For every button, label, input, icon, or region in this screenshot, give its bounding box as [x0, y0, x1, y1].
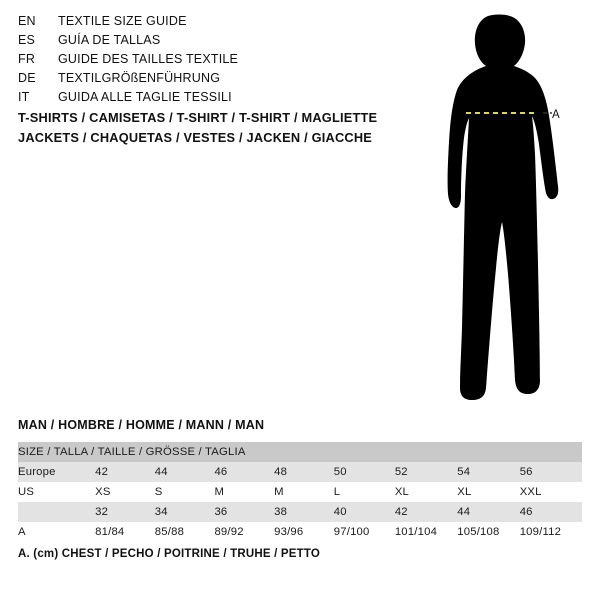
cell: 44	[155, 462, 215, 482]
cell: 105/108	[457, 522, 519, 542]
language-row	[18, 33, 398, 52]
cell: 81/84	[95, 522, 155, 542]
cell: 40	[334, 502, 395, 522]
cell: 42	[95, 462, 155, 482]
cell: 56	[520, 462, 582, 482]
language-code: DE	[18, 71, 36, 85]
language-text: GUIDE DES TAILLES TEXTILE	[58, 52, 239, 66]
row-label: A	[18, 522, 95, 542]
cell: 38	[274, 502, 334, 522]
language-text: GUIDA ALLE TAGLIE TESSILI	[58, 90, 232, 104]
cell: L	[334, 482, 395, 502]
cell: XL	[395, 482, 457, 502]
cell: 93/96	[274, 522, 334, 542]
table-row	[18, 482, 582, 502]
category-tshirts: T-SHIRTS / CAMISETAS / T-SHIRT / T-SHIRT / MAGLIETTE	[18, 110, 378, 125]
language-row	[18, 14, 398, 33]
language-row	[18, 71, 398, 90]
row-label: Europe	[18, 462, 95, 482]
row-label	[18, 502, 95, 522]
cell: 46	[520, 502, 582, 522]
category-jackets: JACKETS / CHAQUETAS / VESTES / JACKEN / GIACCHE	[18, 130, 373, 145]
cell: 44	[457, 502, 519, 522]
cell: 54	[457, 462, 519, 482]
cell: XL	[457, 482, 519, 502]
cell: 46	[214, 462, 274, 482]
cell: 97/100	[334, 522, 395, 542]
language-code: ES	[18, 33, 36, 47]
language-code: IT	[18, 90, 30, 104]
cell: 52	[395, 462, 457, 482]
cell: 50	[334, 462, 395, 482]
male-silhouette-figure	[400, 8, 600, 408]
cell: XXL	[520, 482, 582, 502]
cell: S	[155, 482, 215, 502]
table-header-label: SIZE / TALLA / TAILLE / GRÖSSE / TAGLIA	[18, 442, 582, 462]
language-text: GUÍA DE TALLAS	[58, 33, 161, 47]
table-footnote: A. (cm) CHEST / PECHO / POITRINE / TRUHE / PETTO	[18, 548, 321, 560]
cell: 42	[395, 502, 457, 522]
language-row	[18, 90, 398, 109]
cell: 32	[95, 502, 155, 522]
language-text: TEXTILGRÖßENFÜHRUNG	[58, 71, 221, 85]
table-row	[18, 462, 582, 482]
cell: 34	[155, 502, 215, 522]
language-code: EN	[18, 14, 36, 28]
cell: 85/88	[155, 522, 215, 542]
size-table	[18, 442, 582, 542]
language-code: FR	[18, 52, 36, 66]
chest-measure-label: A	[552, 109, 561, 121]
silhouette-svg	[400, 8, 600, 408]
cell: 48	[274, 462, 334, 482]
cell: 109/112	[520, 522, 582, 542]
category-list	[18, 110, 418, 150]
cell: M	[214, 482, 274, 502]
language-row	[18, 52, 398, 71]
language-text: TEXTILE SIZE GUIDE	[58, 14, 187, 28]
cell: M	[274, 482, 334, 502]
cell: 36	[214, 502, 274, 522]
cell: 101/104	[395, 522, 457, 542]
row-label: US	[18, 482, 95, 502]
table-row	[18, 502, 582, 522]
table-row	[18, 522, 582, 542]
table-header-row	[18, 442, 582, 462]
cell: 89/92	[214, 522, 274, 542]
language-list	[18, 14, 398, 109]
cell: XS	[95, 482, 155, 502]
table-title: MAN / HOMBRE / HOMME / MANN / MAN	[18, 418, 265, 432]
